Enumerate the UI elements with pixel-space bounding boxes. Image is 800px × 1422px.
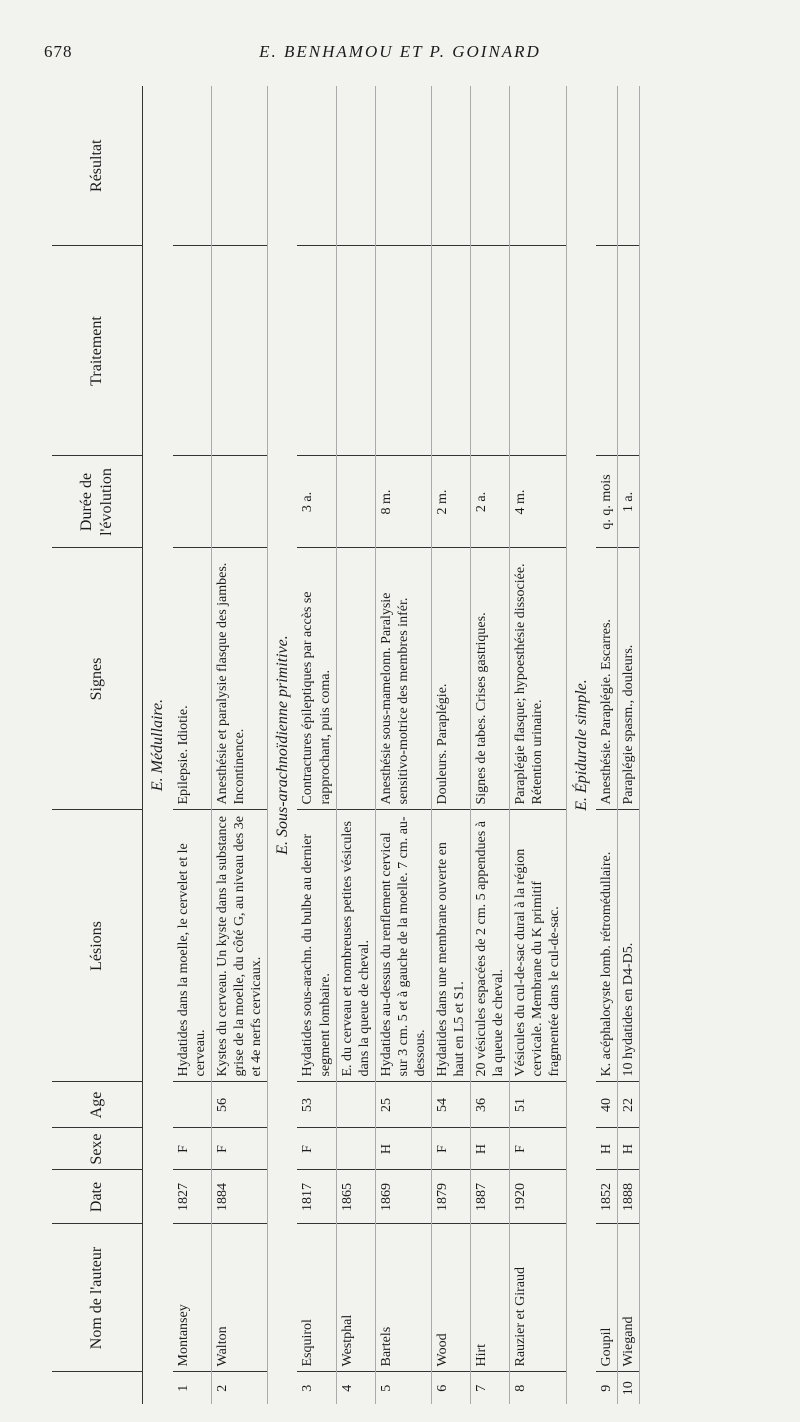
cell-age: 53 <box>297 1082 336 1128</box>
cell-duree: q. q. mois <box>596 456 618 548</box>
cell-lesions: Vésicules du cul-de-sac dural à la région cervicale. Membrane du K primitif fragmentée dans le cul-de-sac. <box>510 810 566 1082</box>
cell-lesions: 10 hydatides en D4-D5. <box>618 810 640 1082</box>
cell-author: Wiegand <box>618 1224 640 1372</box>
cases-table <box>52 86 640 1404</box>
table-row <box>471 86 510 1404</box>
cell-resultat <box>173 86 212 246</box>
col-duree: Durée de l'évolution <box>52 456 143 548</box>
cell-lesions: 20 vésicules espacées de 2 cm. 5 appendues à la queue de cheval. <box>471 810 510 1082</box>
table-body <box>143 86 640 1404</box>
cell-num: 6 <box>431 1372 470 1404</box>
section-heading-row <box>143 86 173 1404</box>
cell-author: Westphal <box>336 1224 375 1372</box>
cell-signes: Epilepsie. Idiotie. <box>173 548 212 810</box>
col-resultat: Résultat <box>52 86 143 246</box>
cell-duree: 2 a. <box>471 456 510 548</box>
cell-date: 1865 <box>336 1170 375 1224</box>
cell-date: 1887 <box>471 1170 510 1224</box>
cell-date: 1879 <box>431 1170 470 1224</box>
cell-num: 9 <box>596 1372 618 1404</box>
cell-lesions: E. du cerveau et nombreuses petites vésicules dans la queue de cheval. <box>336 810 375 1082</box>
cell-lesions: Kystes du cerveau. Un kyste dans la substance grise de la moelle, du côté G, au niveau des 3e et 4e nerfs cervicaux. <box>211 810 267 1082</box>
cell-date: 1817 <box>297 1170 336 1224</box>
section-title: E. Sous-arachnoïdienne primitive. <box>273 635 291 855</box>
cell-age: 54 <box>431 1082 470 1128</box>
cell-duree <box>336 456 375 548</box>
cell-num: 3 <box>297 1372 336 1404</box>
cell-traitement <box>336 246 375 456</box>
cell-sexe: F <box>173 1128 212 1170</box>
cell-resultat <box>510 86 566 246</box>
cell-duree: 4 m. <box>510 456 566 548</box>
cell-date: 1888 <box>618 1170 640 1224</box>
cell-duree: 3 a. <box>297 456 336 548</box>
table-row <box>375 86 431 1404</box>
cell-traitement <box>618 246 640 456</box>
cell-traitement <box>297 246 336 456</box>
page-number: 678 <box>44 42 73 61</box>
col-lesions: Lésions <box>52 810 143 1082</box>
cell-author: Goupil <box>596 1224 618 1372</box>
table-row <box>596 86 618 1404</box>
cell-duree: 2 m. <box>431 456 470 548</box>
cell-num: 1 <box>173 1372 212 1404</box>
section-title: E. Médullaire. <box>149 698 166 792</box>
cell-sexe: H <box>596 1128 618 1170</box>
table-row <box>173 86 212 1404</box>
section-title: E. Épidurale simple. <box>572 679 590 811</box>
cell-traitement <box>431 246 470 456</box>
cell-lesions: Hydatides sous-arachn. du bulbe au dernier segment lombaire. <box>297 810 336 1082</box>
cell-resultat <box>618 86 640 246</box>
cell-lesions: Hydatides dans la moelle, le cervelet et le cerveau. <box>173 810 212 1082</box>
cell-signes: Anesthésie et paralysie flasque des jambes. Incontinence. <box>211 548 267 810</box>
cell-duree <box>173 456 212 548</box>
section-heading-row <box>267 86 297 1404</box>
cell-age: 40 <box>596 1082 618 1128</box>
cell-date: 1827 <box>173 1170 212 1224</box>
cell-date: 1852 <box>596 1170 618 1224</box>
cell-age <box>336 1082 375 1128</box>
cell-age: 22 <box>618 1082 640 1128</box>
rotated-table-frame <box>52 86 762 1404</box>
cell-age: 25 <box>375 1082 431 1128</box>
cell-resultat <box>211 86 267 246</box>
cell-duree <box>211 456 267 548</box>
cell-num: 5 <box>375 1372 431 1404</box>
cell-date: 1869 <box>375 1170 431 1224</box>
cell-signes: Signes de tabes. Crises gastriques. <box>471 548 510 810</box>
cell-sexe: H <box>471 1128 510 1170</box>
cell-traitement <box>211 246 267 456</box>
cell-author: Esquirol <box>297 1224 336 1372</box>
cell-lesions: Hydatides dans une membrane ouverte en haut en L5 et S1. <box>431 810 470 1082</box>
cell-author: Rauzier et Giraud <box>510 1224 566 1372</box>
cell-signes: Contractures épileptiques par accès se rapprochant, puis coma. <box>297 548 336 810</box>
table-row <box>510 86 566 1404</box>
cell-age <box>173 1082 212 1128</box>
cell-signes: Paraplégie flasque; hypoesthésie dissociée. Rétention urinaire. <box>510 548 566 810</box>
col-signes: Signes <box>52 548 143 810</box>
cell-author: Wood <box>431 1224 470 1372</box>
table-header <box>52 86 143 1404</box>
cell-author: Walton <box>211 1224 267 1372</box>
cell-sexe: F <box>297 1128 336 1170</box>
col-traitement: Traitement <box>52 246 143 456</box>
table-row <box>618 86 640 1404</box>
cell-resultat <box>471 86 510 246</box>
cell-sexe: H <box>375 1128 431 1170</box>
col-date: Date <box>52 1170 143 1224</box>
cell-traitement <box>510 246 566 456</box>
cell-age: 36 <box>471 1082 510 1128</box>
cell-resultat <box>297 86 336 246</box>
cell-signes: Anesthésie. Paraplégie. Escarres. <box>596 548 618 810</box>
cell-resultat <box>431 86 470 246</box>
cell-resultat <box>375 86 431 246</box>
cell-duree: 8 m. <box>375 456 431 548</box>
running-head: E. BENHAMOU ET P. GOINARD <box>259 42 541 61</box>
col-author: Nom de l'auteur <box>52 1224 143 1372</box>
cell-traitement <box>173 246 212 456</box>
cell-author: Bartels <box>375 1224 431 1372</box>
cell-num: 4 <box>336 1372 375 1404</box>
cell-sexe: F <box>431 1128 470 1170</box>
cell-resultat <box>336 86 375 246</box>
cell-sexe <box>336 1128 375 1170</box>
cell-traitement <box>596 246 618 456</box>
cell-num: 2 <box>211 1372 267 1404</box>
cell-author: Montansey <box>173 1224 212 1372</box>
col-num <box>52 1372 143 1404</box>
cell-num: 10 <box>618 1372 640 1404</box>
cell-resultat <box>596 86 618 246</box>
cell-signes: Douleurs. Paraplégie. <box>431 548 470 810</box>
cell-num: 7 <box>471 1372 510 1404</box>
cell-date: 1920 <box>510 1170 566 1224</box>
cell-lesions: K. acéphalocyste lomb. rétromédullaire. <box>596 810 618 1082</box>
cell-sexe: F <box>510 1128 566 1170</box>
cell-signes: Paraplégie spasm., douleurs. <box>618 548 640 810</box>
cell-age: 51 <box>510 1082 566 1128</box>
cell-num: 8 <box>510 1372 566 1404</box>
section-heading-row <box>566 86 596 1404</box>
table-row <box>211 86 267 1404</box>
cell-lesions: Hydatides au-dessus du renflement cervical sur 3 cm. 5 et à gauche de la moelle. 7 cm. au-dessous. <box>375 810 431 1082</box>
cell-date: 1884 <box>211 1170 267 1224</box>
table-row <box>336 86 375 1404</box>
cell-sexe: F <box>211 1128 267 1170</box>
cell-traitement <box>471 246 510 456</box>
cell-duree: 1 a. <box>618 456 640 548</box>
cell-sexe: H <box>618 1128 640 1170</box>
col-age: Age <box>52 1082 143 1128</box>
cell-signes: Anesthésie sous-mamelonn. Paralysie sensitivo-motrice des membres infér. <box>375 548 431 810</box>
cell-author: Hirt <box>471 1224 510 1372</box>
cell-traitement <box>375 246 431 456</box>
table-row <box>297 86 336 1404</box>
cell-age: 56 <box>211 1082 267 1128</box>
table-row <box>431 86 470 1404</box>
cell-signes <box>336 548 375 810</box>
col-sexe: Sexe <box>52 1128 143 1170</box>
